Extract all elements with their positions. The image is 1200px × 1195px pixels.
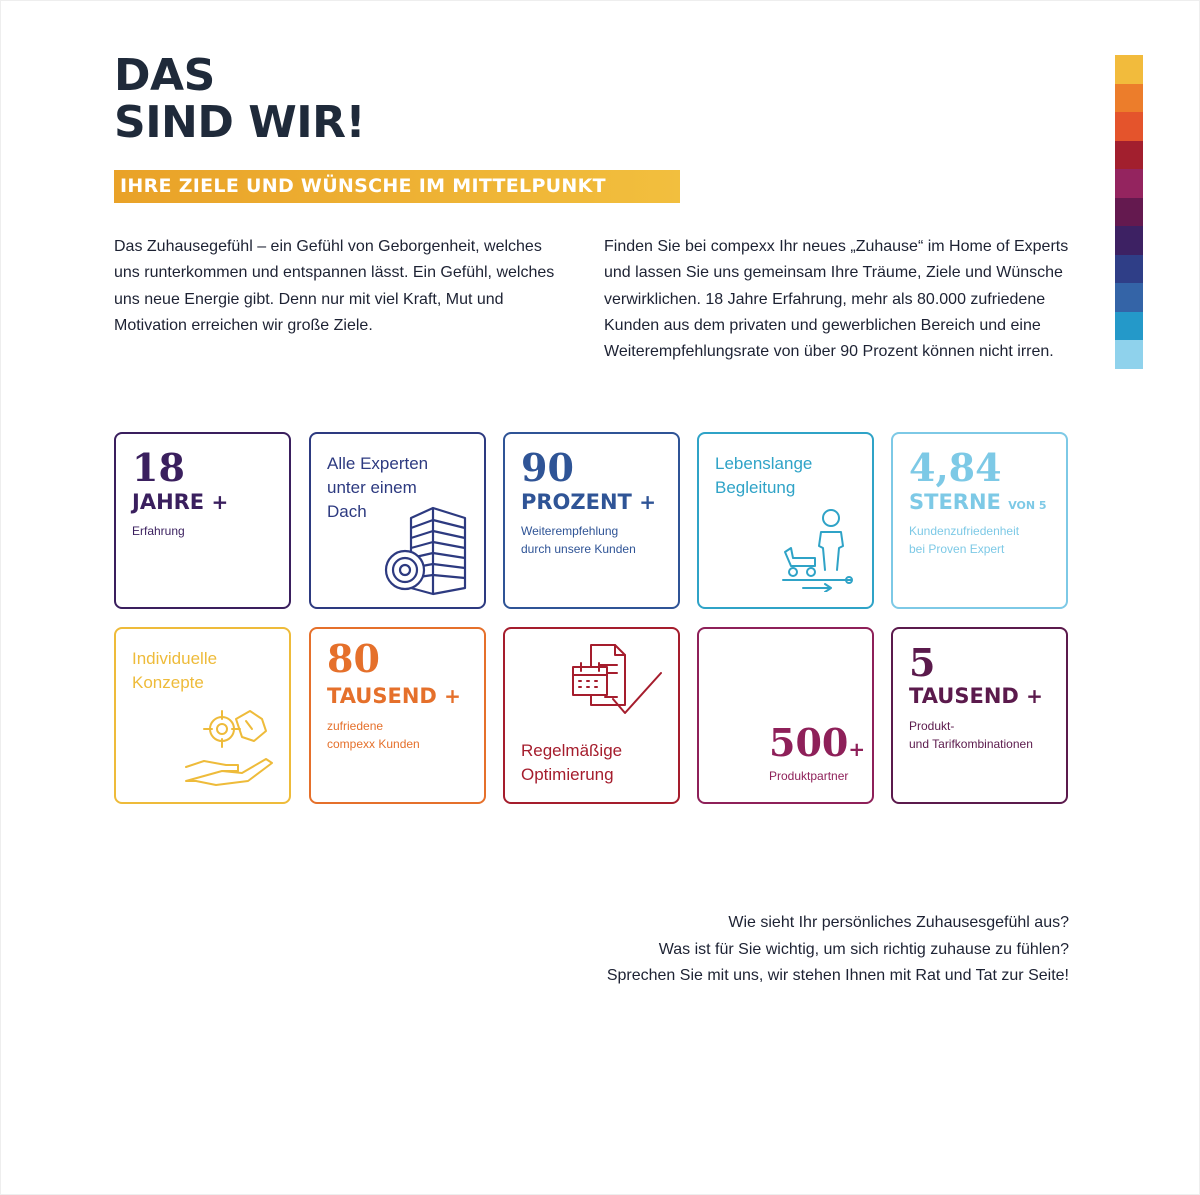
tile-number: 18: [132, 445, 185, 490]
tile-years-experience: [114, 432, 291, 609]
tile-number: 80: [327, 636, 380, 681]
desc-line-1: Weiterempfehlung: [521, 524, 619, 538]
color-swatch: [1115, 141, 1143, 170]
title-line-2: SIND WIR!: [114, 97, 366, 148]
tile-description: [521, 522, 636, 558]
tile-unit-label: PROZENT: [521, 490, 632, 514]
tile-description: Produktpartner: [769, 769, 849, 783]
closing-text: [607, 910, 1069, 990]
tile-text: Alle Experten unter einem Dach: [327, 454, 429, 521]
tile-lifelong-support: [697, 432, 874, 609]
plus-sign: +: [211, 490, 229, 514]
color-swatch: [1115, 255, 1143, 284]
document-checkmark-icon: [569, 641, 665, 721]
color-swatch: [1115, 283, 1143, 312]
tile-individual-concepts: [114, 627, 291, 804]
tile-unit-label: STERNE: [909, 490, 1001, 514]
tile-product-combinations: [891, 627, 1068, 804]
color-strip: [1115, 55, 1143, 369]
tile-regular-optimization: [503, 627, 680, 804]
page-title: [114, 52, 365, 146]
tile-text: Lebenslange Begleitung: [715, 454, 813, 497]
tile-unit-label: TAUSEND: [327, 684, 437, 708]
tile-number: [769, 720, 866, 769]
tile-text: Individuelle Konzepte: [132, 649, 218, 692]
tile-description: [327, 717, 420, 753]
subtitle-banner: IHRE ZIELE UND WÜNSCHE IM MITTELPUNKT: [114, 170, 680, 203]
desc-line-2: und Tarifkombinationen: [909, 737, 1033, 751]
tile-unit-label: TAUSEND: [909, 684, 1019, 708]
tile-star-rating: [891, 432, 1068, 609]
tile-recommendation-rate: [503, 432, 680, 609]
desc-line-2: compexx Kunden: [327, 737, 420, 751]
plus-sign: +: [1026, 684, 1043, 708]
building-icon: [383, 504, 475, 596]
tile-all-experts: [309, 432, 486, 609]
hand-target-puzzle-icon: [182, 707, 278, 789]
tile-unit: [327, 684, 461, 708]
plus-sign: +: [444, 684, 461, 708]
tile-satisfied-customers: [309, 627, 486, 804]
tile-description: [909, 717, 1033, 753]
desc-line-1: Kundenzufriedenheit: [909, 524, 1020, 538]
tile-description: [909, 522, 1019, 558]
color-swatch: [1115, 226, 1143, 255]
tile-unit: [521, 490, 656, 514]
desc-line-1: zufriedene: [327, 719, 384, 733]
color-swatch: [1115, 169, 1143, 198]
tile-unit: [909, 490, 1047, 518]
tile-number: 90: [521, 445, 574, 490]
tile-number: 5: [909, 640, 936, 685]
closing-line-1: Wie sieht Ihr persönliches Zuhausesgefühl aus?: [728, 914, 1069, 931]
tile-product-partners: [697, 627, 874, 804]
family-stroller-icon: [781, 508, 861, 592]
plus-sign: +: [639, 490, 656, 514]
tile-unit: [132, 490, 228, 514]
tile-text: Regelmäßige Optimierung: [521, 741, 623, 784]
color-swatch: [1115, 340, 1143, 369]
color-swatch: [1115, 312, 1143, 341]
color-swatch: [1115, 55, 1143, 84]
desc-line-1: Produkt-: [909, 719, 955, 733]
title-line-1: DAS: [114, 50, 215, 101]
closing-line-3: Sprechen Sie mit uns, wir stehen Ihnen mit Rat und Tat zur Seite!: [606, 967, 1069, 984]
tile-unit: [909, 684, 1043, 708]
desc-line-2: durch unsere Kunden: [521, 542, 636, 556]
color-swatch: [1115, 112, 1143, 141]
tile-unit-label: JAHRE: [132, 490, 205, 514]
tile-number-value: 500: [769, 720, 849, 765]
intro-text-right: Finden Sie bei compexx Ihr neues „Zuhause“ im Home of Experts und lassen Sie uns gemeinsam Ihre Träume, Ziele und Wünsche verwirklichen. 18 Jahre Erfahrung, mehr als 80.000 zufriedene Kunden aus dem privaten und gewerblichen Bereich und eine Weiterempfehlungsrate von über 90 Prozent können nicht irren.: [604, 238, 1069, 361]
color-swatch: [1115, 84, 1143, 113]
closing-line-2: Was ist für Sie wichtig, um sich richtig zuhause zu fühlen?: [658, 940, 1069, 958]
tile-number: 4,84: [909, 445, 1002, 490]
tile-description: Erfahrung: [132, 524, 185, 538]
desc-line-2: bei Proven Expert: [909, 542, 1005, 556]
tile-unit-suffix: VON 5: [1008, 499, 1047, 512]
color-swatch: [1115, 198, 1143, 227]
plus-sign: +: [848, 737, 866, 761]
intro-text-left: Das Zuhausegefühl – ein Gefühl von Geborgenheit, welches uns runterkommen und entspannen lässt. Ein Gefühl, welches uns neue Energie gibt. Denn nur mit viel Kraft, Mut und Motivation erreichen wir große Ziele.: [114, 238, 555, 334]
